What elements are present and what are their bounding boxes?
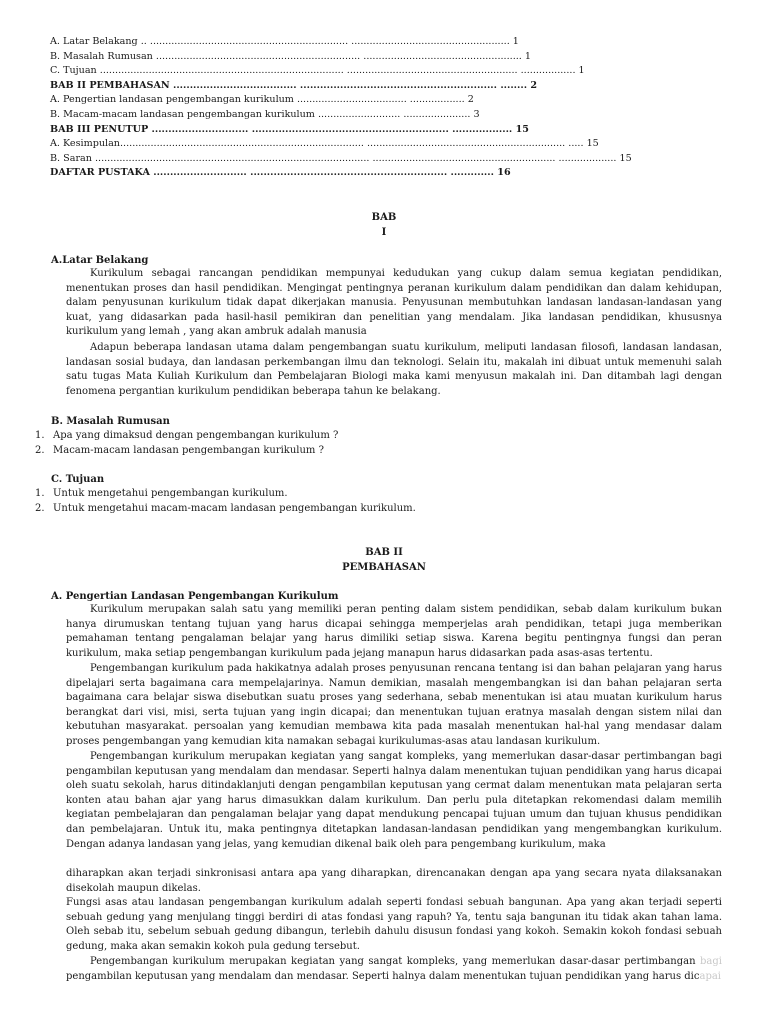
latar-belakang-paragraph-2	[66, 341, 722, 399]
list-item-text: Apa yang dimaksud dengan pengembangan kurikulum ?	[53, 430, 339, 441]
toc-entry: B. Masalah Rumusan ................................................................... .................................................... 1	[50, 50, 532, 62]
list-number: 2.	[35, 445, 45, 456]
pengertian-p5-text: Fungsi asas atau landasan pengembangan kurikulum adalah seperti fondasi sebuah bangunan. Apa yang akan terjadi seperti sebuah gedung yang menjulang tinggi berdiri di atas fondasi yang rapuh? Ya, tentu saja bangunan itu tidak akan tahan lama. Oleh sebab itu, sebelum sebuah gedung dibangun, terlebih dahulu disusun fondasi yang kokoh. Semakin kokoh fondasi sebuah gedung, maka akan semakin kokoh pula gedung tersebut.	[66, 897, 722, 952]
toc-entry: DAFTAR PUSTAKA ............................ ........................................................... ............. 16	[50, 167, 511, 179]
bab2-line1: BAB II	[365, 547, 403, 558]
masalah-item-2	[35, 444, 324, 459]
tujuan-item-2	[35, 502, 416, 517]
masalah-rumusan-title: B. Masalah Rumusan	[51, 416, 170, 427]
pengertian-title: A. Pengertian Landasan Pengembangan Kurikulum	[51, 591, 339, 602]
faded-text: apai	[699, 970, 722, 982]
list-number: 2.	[35, 503, 45, 514]
toc-entry: BAB II PEMBAHASAN ..................................... ........................................................... ........ 2	[50, 79, 538, 91]
toc-entry: B. Saran .......................................................................................... ............................................................ ................... 15	[50, 152, 632, 164]
pengertian-p1-text: Kurikulum merupakan salah satu yang memiliki peran penting dalam sistem pendidikan, sebab dalam kurikulum bukan hanya dirumuskan tentang tujuan yang harus dicapai sehingga memperjelas arah pendidikan, tetapi juga memberikan pemahaman tentang pengalaman belajar yang harus dimiliki setiap siswa. Karena begitu pentingnya fungsi dan peran kurikulum, maka setiap pengembangan kurikulum pada jejang manapun harus didasarkan pada asas-asas tertentu.	[66, 604, 722, 659]
bab2-heading	[0, 545, 768, 575]
pengertian-p6-text: Pengembangan kurikulum merupakan kegiatan yang sangat kompleks, yang memerlukan dasar-dasar pertimbangan	[90, 956, 696, 967]
faded-text: bagi	[700, 956, 722, 967]
latar-belakang-paragraph-1	[66, 267, 722, 340]
bab1-heading	[0, 210, 768, 240]
pengertian-p6-line2: pengambilan keputusan yang mendalam dan mendasar. Seperti halnya dalam menentukan tujuan pendidikan yang harus dic	[66, 970, 700, 982]
toc-entry: BAB III PENUTUP ............................. ........................................................... .................. 15	[50, 123, 529, 135]
tujuan-title: C. Tujuan	[51, 474, 105, 485]
pengertian-paragraph-3	[66, 750, 722, 852]
bab2-line2: PEMBAHASAN	[342, 562, 426, 573]
pengertian-paragraph-4	[66, 867, 722, 896]
pengertian-p3-text: Pengembangan kurikulum merupakan kegiatan yang sangat kompleks, yang memerlukan dasar-dasar pertimbangan bagi pengambilan keputusan yang mendalam dan mendasar. Seperti halnya dalam menentukan tujuan pendidikan yang harus dicapai oleh suatu sekolah, harus ditindaklanjuti dengan pengambilan keputusan yang cermat dalam menentukan mata pelajaran serta konten atau bahan ajar yang harus dimasukkan dalam kurikulum. Dan perlu pula ditetapkan rekomendasi dalam memilih kegiatan pembelajaran dan pengalaman belajar yang dapat mendukung pencapai tujuan umum dan tujuan khusus pendidikan dan pembelajaran. Untuk itu, maka pentingnya ditetapkan landasan-landasan pendidikan yang mengembangkan kurikulum. Dengan adanya landasan yang jelas, yang kemudian dikenal baik oleh para pengembang kurikulum, maka	[66, 751, 722, 850]
latar-p1-text: Kurikulum sebagai rancangan pendidikan mempunyai kedudukan yang cukup dalam semua kegiatan pendidikan, menentukan proses dan hasil pendidikan. Mengingat pentingnya peranan kurikulum dalam pendidikan dan dalam kehidupan, dalam penyusunan kurikulum tidak dapat dikerjakan manusia. Penyusunan membutuhkan landasan landasan-landasan yang kuat, yang didasarkan pada hasil-hasil pemikiran dan penelitian yang mendalam. Jika landasan pendidikan, khususnya kurikulum yang lemah , yang akan ambruk adalah manusia	[66, 268, 722, 338]
toc-entry: C. Tujuan ................................................................................ ........................................................ .................. 1	[50, 65, 585, 77]
pengertian-p4-text: diharapkan akan terjadi sinkronisasi antara apa yang diharapkan, direncanakan dengan apa yang secara nyata dilaksanakan disekolah maupun dikelas.	[66, 868, 722, 894]
toc-entry: A. Kesimpulan................................................................................ ................................................................. ..... 15	[50, 138, 599, 150]
pengertian-paragraph-6	[66, 955, 722, 984]
list-item-text: Untuk mengetahui pengembangan kurikulum.	[53, 488, 288, 499]
masalah-item-1	[35, 429, 338, 444]
tujuan-item-1	[35, 487, 288, 502]
bab1-line1: BAB	[371, 212, 397, 223]
list-item-text: Macam-macam landasan pengembangan kurikulum ?	[53, 445, 324, 456]
pengertian-paragraph-1	[66, 603, 722, 661]
toc-entry: B. Macam-macam landasan pengembangan kurikulum ........................... ...................... 3	[50, 108, 480, 120]
toc-entry: A. Pengertian landasan pengembangan kurikulum .................................... .................. 2	[50, 94, 474, 106]
bab1-line2: I	[381, 227, 387, 238]
list-item-text: Untuk mengetahui macam-macam landasan pengembangan kurikulum.	[53, 503, 416, 514]
pengertian-p2-text: Pengembangan kurikulum pada hakikatnya adalah proses penyusunan rencana tentang isi dan bahan pelajaran yang harus dipelajari serta bagaimana cara mempelajarinya. Namun demikian, masalah mengembangkan isi dan bahan pelajaran serta bagaimana cara belajar siswa disebutkan suatu proses yang sederhana, sebab menentukan isi atau muatan kurikulum harus berangkat dari visi, misi, serta tujuan yang ingin dicapai; dan menentukan tujuan eratnya masalah dengan sistem nilai dan kebutuhan masyarakat. persoalan yang kemudian membawa kita pada masalah menentukan hal-hal yang mendasar dalam proses pengembangan yang kemudian kita namakan sebagai kurikulumas-asas atau landasan kurikulum.	[66, 663, 722, 747]
pengertian-paragraph-2	[66, 662, 722, 750]
pengertian-paragraph-5	[66, 896, 722, 954]
toc-entry: A. Latar Belakang .. ................................................................. .................................................... 1	[50, 36, 519, 47]
latar-belakang-title: A.Latar Belakang	[51, 255, 149, 266]
list-number: 1.	[35, 488, 45, 499]
table-of-contents	[50, 35, 632, 181]
latar-p2-text: Adapun beberapa landasan utama dalam pengembangan suatu kurikulum, meliputi landasan filosofi, landasan landasan, landasan sosial budaya, dan landasan perkembangan ilmu dan teknologi. Selain itu, makalah ini dibuat untuk memenuhi salah satu tugas Mata Kuliah Kurikulum dan Pembelajaran Biologi maka kami menyusun makalah ini. Dan ditambah lagi dengan fenomena pergantian kurikulum pendidikan beberapa tahun ke belakang.	[66, 342, 722, 397]
list-number: 1.	[35, 430, 45, 441]
